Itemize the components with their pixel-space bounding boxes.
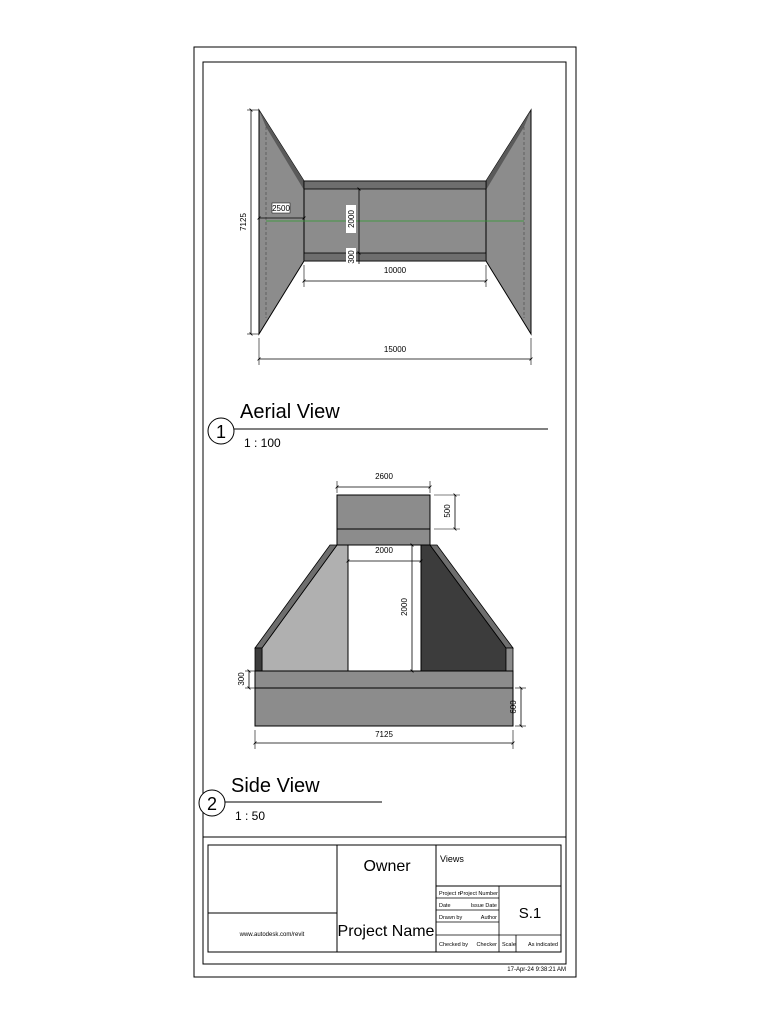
project-name-text: Project Name [337, 923, 435, 940]
dim-base-depth-label: 600 [509, 700, 518, 714]
dim-base-width-label: 7125 [375, 730, 393, 739]
dim-overall-length-label: 15000 [383, 345, 407, 354]
top-slab [337, 495, 430, 529]
side-view-number: 2 [206, 794, 218, 814]
dim-channel-width-label: 2000 [347, 210, 356, 228]
date-label: Date [439, 903, 451, 909]
scale-label: Scale [502, 942, 516, 948]
aerial-view-number: 1 [215, 422, 227, 442]
drawn-by-label: Drawn by [439, 915, 463, 921]
right-wing-end [506, 648, 513, 671]
project-number-value: Project Number [459, 891, 498, 897]
scale-value: As indicated [528, 942, 558, 948]
sheet-name-text: Views [440, 854, 464, 864]
dim-wall-label: 300 [347, 250, 356, 264]
floor-slab [255, 671, 513, 688]
culvert-top-wall [304, 181, 486, 189]
website-text: www.autodesk.com/revit [239, 932, 305, 938]
project-number-label: Project n [439, 891, 461, 897]
left-wing-end [255, 648, 262, 671]
aerial-view-title-text: Aerial View [240, 401, 340, 423]
dim-opening-width-label: 2000 [375, 546, 393, 555]
dim-top-width-label: 2600 [375, 472, 393, 481]
base-slab [255, 688, 513, 726]
aerial-view-scale: 1 : 100 [244, 436, 281, 450]
checked-by-value: Checker [476, 942, 497, 948]
date-value: Issue Date [470, 903, 497, 909]
dim-wing-label: 2500 [272, 204, 290, 213]
culvert-crown [337, 529, 430, 545]
dim-width-label: 7125 [239, 213, 248, 231]
culvert-opening [348, 545, 421, 671]
side-view-scale: 1 : 50 [235, 809, 266, 823]
dim-inner-length-label: 10000 [383, 266, 407, 275]
sheet-number: S.1 [518, 905, 542, 922]
checked-by-label: Checked by [439, 942, 469, 948]
side-view-title-text: Side View [231, 775, 320, 797]
dim-floor-label: 300 [237, 672, 246, 686]
culvert-bottom-wall [304, 253, 486, 261]
print-timestamp: 17-Apr-24 9:38:21 AM [507, 967, 566, 973]
owner-text: Owner [363, 858, 411, 875]
drawn-by-value: Author [480, 915, 497, 921]
dim-opening-height-label: 2000 [400, 598, 409, 616]
dim-top-depth-label: 500 [443, 504, 452, 518]
